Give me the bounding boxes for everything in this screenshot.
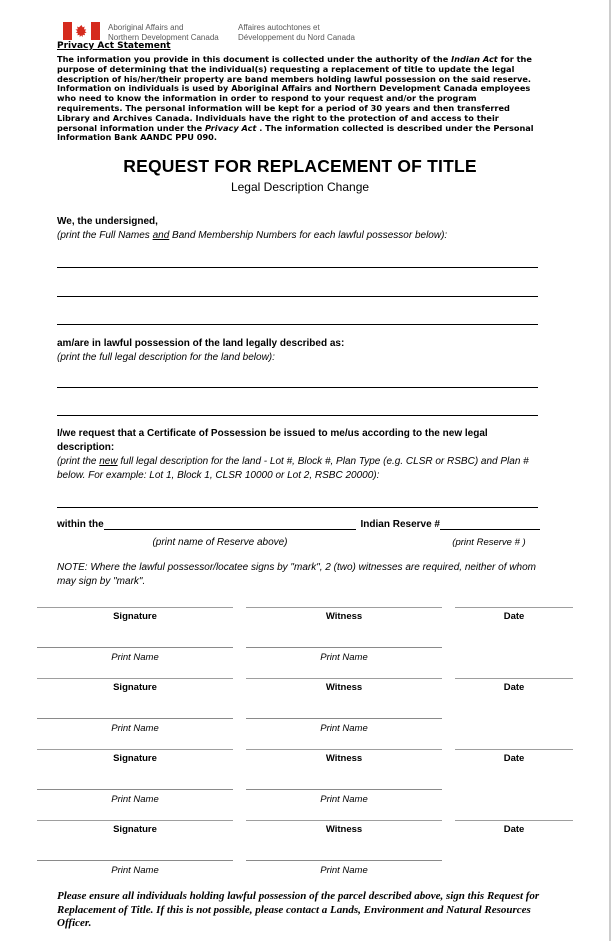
date-line — [455, 820, 573, 821]
witness-column — [246, 820, 442, 875]
reserve-row — [57, 516, 540, 530]
form-subtitle: Legal Description Change — [230, 180, 370, 194]
date-column — [455, 820, 573, 875]
witness-column — [246, 607, 442, 662]
date-line — [455, 678, 573, 679]
signature-line — [37, 749, 233, 750]
witness-print-name-line — [246, 718, 442, 719]
print-name-label: Print Name — [111, 723, 159, 734]
signature-column — [37, 749, 233, 804]
certificate-request-section — [57, 427, 541, 483]
privacy-text-part3: . The information collected is described under the Personal Information Bank AANDC PPU 090. — [57, 122, 534, 143]
date-line — [455, 749, 573, 750]
witness-line — [246, 607, 442, 608]
canada-flag-icon — [63, 22, 100, 40]
witness-label: Witness — [325, 824, 363, 835]
flag-right-bar — [91, 22, 100, 40]
witness-line — [246, 820, 442, 821]
signature-row-4 — [37, 820, 573, 875]
witness-print-name-line — [246, 789, 442, 790]
indian-act-reference: Indian Act — [451, 54, 498, 64]
department-name-french — [238, 23, 355, 42]
new-legal-description-line — [57, 507, 538, 508]
witness-print-name-line — [246, 860, 442, 861]
privacy-text-part1: The information you provide in this document is collected under the authority of the — [57, 54, 452, 64]
date-label: Date — [503, 611, 525, 622]
privacy-act-reference: Privacy Act — [205, 122, 257, 133]
possessors-section — [57, 215, 540, 243]
reserve-number-blank — [440, 516, 540, 530]
witness-column — [246, 749, 442, 804]
dept-fr-line2: Développement du Nord Canada — [238, 32, 355, 42]
form-title: REQUEST FOR REPLACEMENT OF TITLE — [123, 156, 477, 176]
page-right-edge-line — [609, 0, 611, 941]
flag-left-bar — [63, 22, 72, 40]
privacy-act-statement-heading: Privacy Act Statement — [57, 41, 171, 51]
request-instruction-post: full legal description for the land - Lot #, Block #, Plan Type (e.g. CLSR or RSBC) and Plan # below. For example: Lot 1, Block 1, CLSR 10000 or Lot 2, RSBC 20000): — [57, 456, 529, 481]
witness-print-name-line — [246, 647, 442, 648]
request-instruction — [57, 455, 541, 483]
witness-line — [246, 678, 442, 679]
maple-leaf-icon — [72, 22, 91, 40]
signature-line — [37, 607, 233, 608]
print-name-line — [37, 789, 233, 790]
indian-reserve-number-label: Indian Reserve # — [360, 519, 440, 530]
witness-print-name-label: Print Name — [320, 865, 368, 876]
signature-label: Signature — [113, 682, 157, 693]
witness-column — [246, 678, 442, 733]
dept-en-line2: Northern Development Canada — [108, 32, 219, 42]
land-description-line-1 — [57, 387, 538, 388]
signature-label: Signature — [113, 824, 157, 835]
request-instruction-pre: (print the — [57, 456, 100, 467]
print-name-label: Print Name — [111, 652, 159, 663]
signature-column — [37, 607, 233, 662]
privacy-text-part2: for the purpose of determining that the individual(s) requesting a replacement of title to update the legal description of his/her/their property are band members holding lawful possession on the said reserve. Information on individuals is used by Aboriginal Affairs and Northern Development Canada employees who need to know the information in order to respond to your request and/or the program requirements. The personal information will be kept for a period of 30 years and then transferred Library and Archives Canada. Individuals have the right to the protection of and access to their personal information under the — [57, 54, 532, 133]
witness-print-name-label: Print Name — [320, 652, 368, 663]
witness-label: Witness — [325, 753, 363, 764]
date-column — [455, 749, 573, 804]
land-instruction: (print the full legal description for the land below): — [57, 352, 275, 363]
witness-label: Witness — [325, 682, 363, 693]
signature-line — [37, 678, 233, 679]
land-description-line-2 — [57, 415, 538, 416]
reserve-number-caption: (print Reserve # ) — [452, 537, 526, 548]
request-heading: I/we request that a Certificate of Possession be issued to me/us according to the new legal description: — [57, 428, 488, 453]
print-name-line — [37, 718, 233, 719]
signature-row-3 — [37, 749, 573, 804]
date-label: Date — [503, 753, 525, 764]
witness-line — [246, 749, 442, 750]
mark-witness-note: NOTE: Where the lawful possessor/locatee signs by "mark", 2 (two) witnesses are required, neither of whom may sign by "mark". — [57, 562, 536, 587]
footer-instruction: Please ensure all individuals holding lawful possession of the parcel described above, sign this Request for Replacement of Title. If this is not possible, please contact a Lands, Environment and Natural Resources Officer. — [57, 890, 540, 929]
date-column — [455, 678, 573, 733]
print-name-label: Print Name — [111, 865, 159, 876]
possessors-instruction-post: Band Membership Numbers for each lawful possessor below): — [169, 230, 448, 241]
date-label: Date — [503, 682, 525, 693]
signature-row-1 — [37, 607, 573, 662]
within-the-label: within the — [57, 519, 104, 530]
signature-row-2 — [37, 678, 573, 733]
land-heading: am/are in lawful possession of the land legally described as: — [57, 338, 345, 349]
witness-print-name-label: Print Name — [320, 794, 368, 805]
signature-label: Signature — [113, 611, 157, 622]
date-column — [455, 607, 573, 662]
possessors-instruction-pre: (print the Full Names — [57, 230, 153, 241]
reserve-name-blank — [104, 516, 356, 530]
department-name-english — [108, 23, 219, 42]
reserve-name-caption: (print name of Reserve above) — [152, 537, 288, 548]
possessors-instruction-and: and — [152, 230, 170, 241]
witness-print-name-label: Print Name — [320, 723, 368, 734]
possessor-name-line-2 — [57, 296, 538, 297]
date-line — [455, 607, 573, 608]
print-name-line — [37, 647, 233, 648]
print-name-line — [37, 860, 233, 861]
signature-column — [37, 820, 233, 875]
dept-en-line1: Aboriginal Affairs and — [108, 23, 184, 32]
privacy-act-statement-body — [57, 55, 536, 143]
possessor-name-line-3 — [57, 324, 538, 325]
date-label: Date — [503, 824, 525, 835]
signature-label: Signature — [113, 753, 157, 764]
possessor-name-line-1 — [57, 267, 538, 268]
land-description-section — [57, 337, 540, 365]
request-instruction-new: new — [99, 456, 118, 467]
witness-label: Witness — [325, 611, 363, 622]
signature-line — [37, 820, 233, 821]
dept-fr-line1: Affaires autochtones et — [238, 23, 320, 32]
possessors-instruction — [57, 229, 540, 243]
possessors-heading: We, the undersigned, — [57, 216, 158, 227]
signature-column — [37, 678, 233, 733]
print-name-label: Print Name — [111, 794, 159, 805]
